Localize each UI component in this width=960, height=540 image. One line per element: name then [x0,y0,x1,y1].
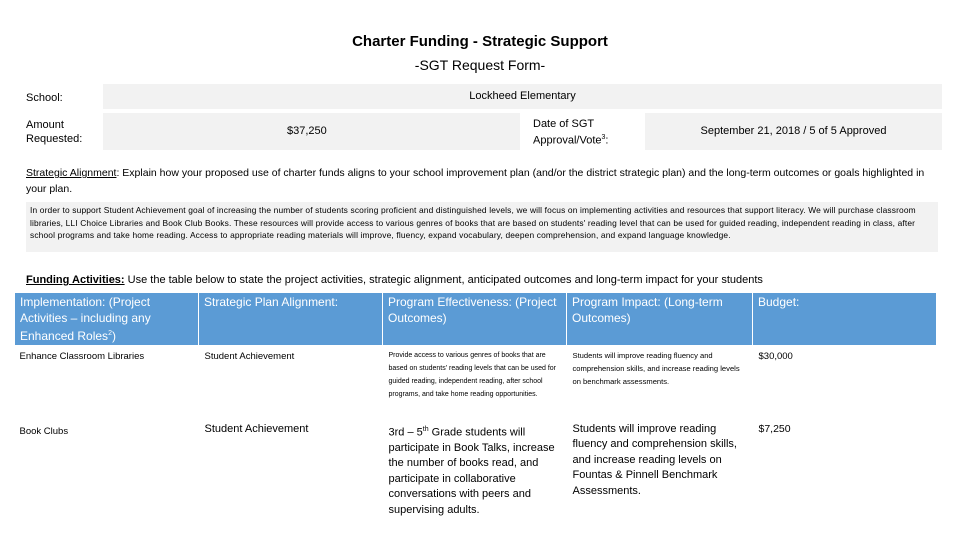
funding-activities-heading: Funding Activities: [26,274,125,286]
cell-budget[interactable] [753,346,937,412]
cell-text-rest: Grade students will participate in Book Talks, increase the number of books read, and participate in collaborative conversations with peers and supervising adults. [388,426,555,516]
approval-footnote: 3 [601,134,606,141]
approval-label [533,117,633,148]
header-budget: Budget: [753,293,937,346]
header-footnote: 2 [108,330,112,337]
header-implementation [15,293,199,346]
approval-label-colon: : [605,134,609,147]
cell-implementation[interactable] [15,346,199,412]
table-row [15,411,937,526]
funding-activities-prompt [26,272,936,288]
cell-impact[interactable] [567,346,753,412]
cell-text: $7,250 [758,423,791,435]
cell-text: Book Clubs [19,426,69,437]
school-field[interactable] [103,84,942,109]
table-row [15,346,937,412]
school-label: School: [26,92,63,104]
cell-impact[interactable] [567,411,753,526]
table-header-row [15,293,937,346]
cell-text: Student Achievement [204,351,295,362]
header-effectiveness: Program Effectiveness: (Project Outcomes) [383,293,567,346]
funding-activities-instructions: Use the table below to state the project activities, strategic alignment, anticipated outcomes and long-term impact for your students [124,274,763,286]
cell-budget[interactable] [753,411,937,526]
cell-text: $30,000 [758,351,793,362]
cell-effectiveness[interactable] [383,411,567,526]
strategic-alignment-prompt [26,165,936,197]
form-title: Charter Funding - Strategic Support [352,33,608,50]
cell-text-sup: th [422,426,429,433]
form-subtitle: -SGT Request Form- [414,57,546,73]
cell-text: Students will improve reading fluency and comprehension skills, and increase reading levels on benchmark assessments. [572,351,740,386]
approval-value: September 21, 2018 / 5 of 5 Approved [700,125,887,137]
amount-field[interactable] [103,113,520,150]
header-implementation-close: ) [111,329,116,343]
cell-text: Enhance Classroom Libraries [19,351,145,362]
approval-field[interactable] [645,113,942,150]
strategic-alignment-response-text: In order to support Student Achievement goal of increasing the number of students scoring proficient and distinguished levels, we will focus on implementing activities and resources that support literacy. We will purchase classroom libraries, LLI Choice Libraries and Book Club Books. These resources will provide access to various genres of books that are based on students' reading level that can be used for guided reading, independent reading in class, after school programs and take home reading. Access to appropriate reading materials will improve, fluency, expand vocabulary, deepen comprehension, and expand language knowledge. [30,205,916,241]
cell-effectiveness[interactable] [383,346,567,412]
cell-text-start: 3rd – 5 [388,426,423,439]
cell-alignment[interactable] [199,346,383,412]
strategic-alignment-response[interactable] [26,202,938,252]
cell-text: Students will improve reading fluency and comprehension skills, and increase reading levels on Fountas & Pinnell Benchmark Assessments. [572,423,737,497]
amount-value: $37,250 [287,125,327,137]
header-impact: Program Impact: (Long-term Outcomes) [567,293,753,346]
cell-text: Provide access to various genres of books that are based on students' reading levels that can be used for guided reading, independent reading, after school programs, and take home reading opportunities. [388,352,557,398]
cell-implementation[interactable] [15,411,199,526]
header-implementation-text: Implementation: (Project Activities – including any Enhanced Roles [20,295,151,343]
school-value: Lockheed Elementary [469,90,576,102]
cell-alignment[interactable] [199,411,383,526]
header-alignment: Strategic Plan Alignment: [199,293,383,346]
cell-text: Student Achievement [204,423,309,435]
strategic-alignment-instructions: : Explain how your proposed use of charter funds aligns to your school improvement plan (and/or the district strategic plan) and the long-term outcomes or goals highlighted in your plan. [26,167,925,195]
strategic-alignment-heading: Strategic Alignment [26,167,117,179]
amount-label: Amount Requested: [26,119,83,145]
approval-label-text: Date of SGT Approval/Vote [533,118,602,147]
funding-activities-table [14,292,938,527]
